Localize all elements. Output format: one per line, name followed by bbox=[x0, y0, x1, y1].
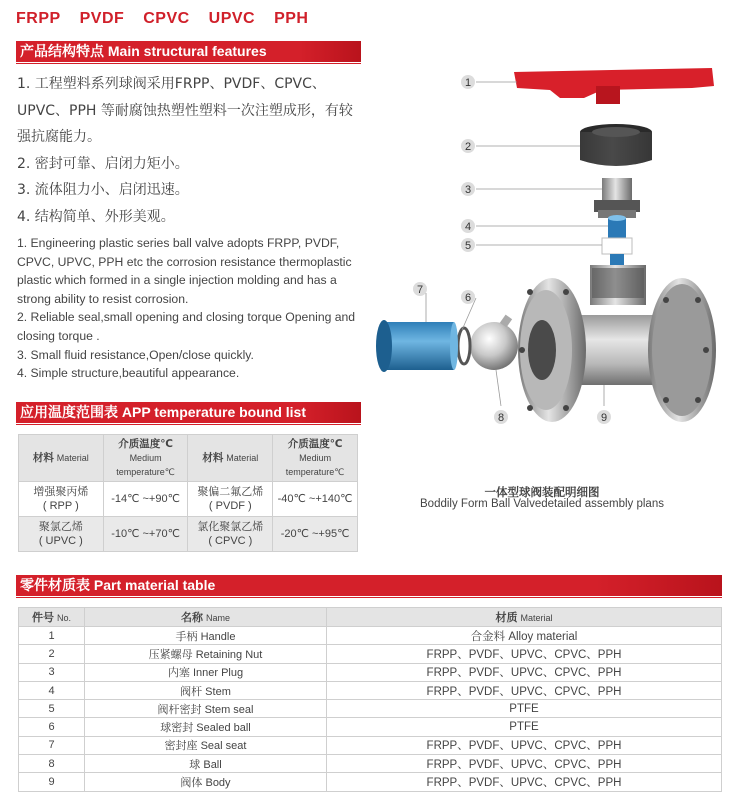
seal-seat-part bbox=[376, 320, 458, 372]
stem-seal-part bbox=[602, 238, 632, 268]
features-en-list bbox=[17, 234, 362, 383]
material-cell: 聚偏二氟乙烯 ( PVDF ) bbox=[188, 482, 273, 517]
medium-temp-header: 介质温度℃ Medium temperature℃ bbox=[103, 435, 188, 482]
list-item: 4. 结构简单、外形美观。 bbox=[17, 208, 175, 225]
part-material-cell: PTFE bbox=[327, 718, 722, 736]
part-no-cell: 9 bbox=[19, 773, 85, 791]
diagram-caption-cn: 一体型球阀装配明细图 bbox=[484, 487, 600, 499]
material-label: UPVC bbox=[208, 10, 256, 27]
ball-seal-part bbox=[458, 328, 470, 364]
table-row bbox=[19, 755, 722, 773]
table-row bbox=[19, 645, 722, 663]
part-no-cell: 4 bbox=[19, 681, 85, 699]
table-row bbox=[19, 517, 358, 552]
table-row bbox=[19, 736, 722, 754]
material-label: PVDF bbox=[79, 10, 125, 27]
ball-part bbox=[470, 315, 518, 370]
part-label: 2 bbox=[464, 141, 472, 153]
part-material-cell: FRPP、PVDF、UPVC、CPVC、PPH bbox=[327, 645, 722, 663]
part-name-cell: 密封座 Seal seat bbox=[85, 736, 327, 754]
part-label: 1 bbox=[464, 77, 472, 89]
table-row bbox=[19, 718, 722, 736]
handle-part bbox=[514, 68, 714, 104]
material-header: 材质 Material bbox=[327, 608, 722, 627]
inner-plug-part bbox=[594, 178, 640, 218]
table-row bbox=[19, 663, 722, 681]
temperature-table bbox=[18, 434, 358, 552]
parts-section-header: 零件材质表 Part material table bbox=[16, 575, 722, 596]
part-material-cell: FRPP、PVDF、UPVC、CPVC、PPH bbox=[327, 736, 722, 754]
table-row bbox=[19, 700, 722, 718]
table-row bbox=[19, 627, 722, 645]
part-material-cell: 合金料 Alloy material bbox=[327, 627, 722, 645]
part-label: 4 bbox=[464, 221, 472, 233]
table-row bbox=[19, 681, 722, 699]
part-name-cell: 压紧螺母 Retaining Nut bbox=[85, 645, 327, 663]
material-cell: 氯化聚氯乙烯 ( CPVC ) bbox=[188, 517, 273, 552]
features-cn-list bbox=[17, 71, 362, 230]
temperature-cell: -40℃ ~+140℃ bbox=[273, 482, 358, 517]
features-section-header: 产品结构特点 Main structural features bbox=[16, 41, 361, 62]
temperature-section-header: 应用温度范围表 APP temperature bound list bbox=[16, 402, 361, 423]
part-no-cell: 2 bbox=[19, 645, 85, 663]
part-material-table bbox=[18, 607, 722, 792]
valve-body-part bbox=[518, 265, 716, 422]
part-name-cell: 阀杆密封 Stem seal bbox=[85, 700, 327, 718]
material-header: 材料 Material bbox=[19, 435, 104, 482]
list-item: 3. Small fluid resistance,Open/close quickly. bbox=[17, 347, 254, 362]
part-material-cell: FRPP、PVDF、UPVC、CPVC、PPH bbox=[327, 773, 722, 791]
list-item: 2. 密封可靠、启闭力矩小。 bbox=[17, 155, 189, 172]
material-cell: 聚氯乙烯 ( UPVC ) bbox=[19, 517, 104, 552]
retaining-nut-part bbox=[580, 124, 652, 166]
part-name-cell: 阀杆 Stem bbox=[85, 681, 327, 699]
part-no-cell: 5 bbox=[19, 700, 85, 718]
part-no-cell: 7 bbox=[19, 736, 85, 754]
table-header-row bbox=[19, 435, 358, 482]
medium-temp-header: 介质温度℃ Medium temperature℃ bbox=[273, 435, 358, 482]
part-no-cell: 6 bbox=[19, 718, 85, 736]
valve-assembly-diagram bbox=[362, 60, 740, 440]
part-material-cell: FRPP、PVDF、UPVC、CPVC、PPH bbox=[327, 681, 722, 699]
table-row bbox=[19, 482, 358, 517]
stem-part bbox=[608, 215, 626, 238]
part-name-cell: 球 Ball bbox=[85, 755, 327, 773]
part-name-cell: 内塞 Inner Plug bbox=[85, 663, 327, 681]
temperature-cell: -20℃ ~+95℃ bbox=[273, 517, 358, 552]
part-label: 7 bbox=[416, 284, 424, 296]
list-item: 2. Reliable seal,small opening and closing torque Opening and closing torque . bbox=[17, 310, 356, 343]
list-item: 4. Simple structure,beautiful appearance. bbox=[17, 366, 240, 381]
material-label: CPVC bbox=[143, 10, 190, 27]
part-label: 8 bbox=[497, 412, 505, 424]
part-material-cell: FRPP、PVDF、UPVC、CPVC、PPH bbox=[327, 755, 722, 773]
material-cell: 增强聚丙烯 ( RPP ) bbox=[19, 482, 104, 517]
part-material-cell: PTFE bbox=[327, 700, 722, 718]
temperature-cell: -10℃ ~+70℃ bbox=[103, 517, 188, 552]
part-label: 9 bbox=[600, 412, 608, 424]
part-name-cell: 球密封 Sealed ball bbox=[85, 718, 327, 736]
diagram-caption-en: Boddily Form Ball Valvedetailed assembly plans bbox=[420, 498, 664, 510]
part-name-cell: 手柄 Handle bbox=[85, 627, 327, 645]
list-item: 3. 流体阻力小、启闭迅速。 bbox=[17, 182, 189, 198]
list-item: 1. Engineering plastic series ball valve adopts FRPP, PVDF, CPVC, UPVC, PPH etc the corrosion resistance thermoplastic plastic which formed in a single injection molding and has a strong ability to resist corrosion. bbox=[17, 236, 352, 306]
materials-title bbox=[16, 10, 322, 28]
part-name-cell: 阀体 Body bbox=[85, 773, 327, 791]
name-header: 名称 Name bbox=[85, 608, 327, 627]
part-no-cell: 8 bbox=[19, 755, 85, 773]
material-header: 材料 Material bbox=[188, 435, 273, 482]
part-material-cell: FRPP、PVDF、UPVC、CPVC、PPH bbox=[327, 663, 722, 681]
material-label: FRPP bbox=[16, 10, 61, 27]
part-label: 6 bbox=[464, 292, 472, 304]
part-label: 5 bbox=[464, 240, 472, 252]
material-label: PPH bbox=[274, 10, 309, 27]
table-header-row bbox=[19, 608, 722, 627]
part-label: 3 bbox=[464, 184, 472, 196]
no-header: 件号 No. bbox=[19, 608, 85, 627]
part-no-cell: 1 bbox=[19, 627, 85, 645]
table-row bbox=[19, 773, 722, 791]
part-no-cell: 3 bbox=[19, 663, 85, 681]
temperature-cell: -14℃ ~+90℃ bbox=[103, 482, 188, 517]
list-item: 1. 工程塑料系列球阀采用FRPP、PVDF、CPVC、UPVC、PPH 等耐腐蚀热塑性塑料一次注塑成形，有较强抗腐能力。 bbox=[17, 76, 353, 145]
